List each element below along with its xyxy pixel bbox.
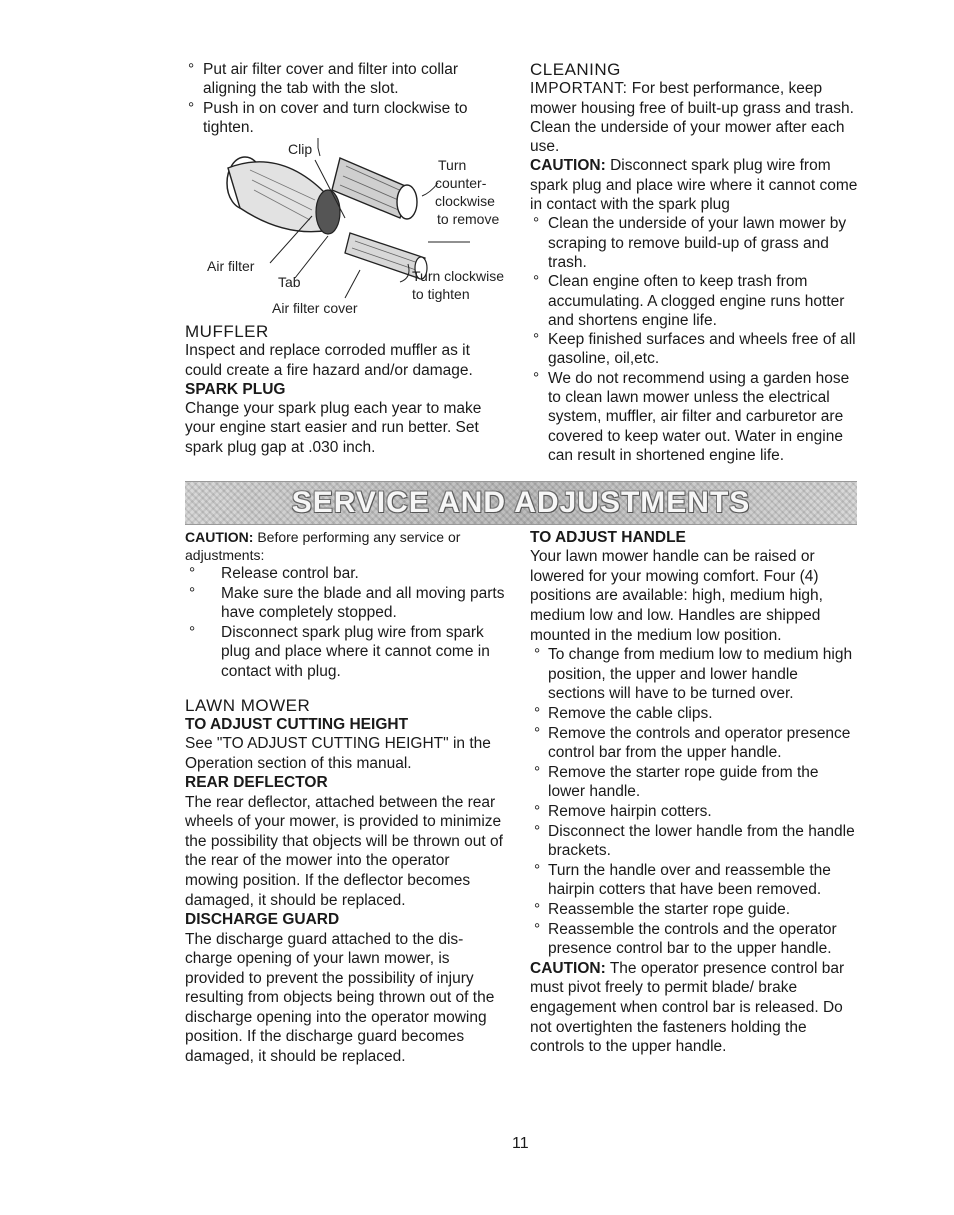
bottom-right-column [530,528,858,1057]
important-text: For best performance, keep mower housing free of built-up grass and trash. Clean the underside of your mower after each use. [530,80,854,156]
air-filter-steps [185,60,500,137]
discharge-guard-text: The discharge guard attached to the dis-charge opening of your lawn mower, is provided to prevent the possibility of injury resulting from objects being thrown out of the discharge opening into the operator mowing position. If the discharge guard becomes damaged, it should be replaced. [185,930,495,1066]
section-banner [185,481,857,525]
list-item: ° Remove the cable clips. [530,704,858,724]
cutting-height-text: See "TO ADJUST CUTTING HEIGHT" in the Operation section of this manual. [185,735,491,772]
list-item: ° We do not recommend using a garden hose to clean lawn mower unless the electrical system, muffler, air filter and carburetor are covered to keep water out. Water in engine can result in shortened engine life. [530,369,858,465]
adjust-handle-steps [530,645,858,959]
important-paragraph [530,79,858,156]
cleaning-list [530,214,858,465]
top-left-column [185,60,500,137]
list-item: ° Disconnect spark plug wire from spark plug and place where it cannot come in contact with plug. [185,623,507,682]
label-to-remove: to remove [437,211,500,227]
rear-deflector-text: The rear deflector, attached between the rear wheels of your mower, is provided to minimize the possibility that objects will be thrown out of the rear of the mower into the operator mowing position. If the deflector becomes damaged, it should be replaced. [185,793,503,909]
spark-plug-heading: SPARK PLUG [185,380,286,398]
top-right-column [530,60,858,465]
muffler-text: Inspect and replace corroded muffler as it could create a fire hazard and/or damage. [185,342,473,379]
bottom-left-column [185,528,507,1067]
list-item: ° Release control bar. [185,564,507,584]
list-item: ° Reassemble the controls and the operator presence control bar to the upper handle. [530,920,858,959]
air-filter-cover-illustration [332,158,427,279]
service-caution-text: Before performing any service or adjustments: [185,529,461,563]
cleaning-heading: CLEANING [530,60,621,79]
label-air-filter: Air filter [207,258,255,274]
list-item: ° Reassemble the starter rope guide. [530,900,858,920]
service-caution-label: CAUTION: [185,529,254,545]
rear-deflector-heading: REAR DEFLECTOR [185,774,328,792]
adjust-handle-intro: Your lawn mower handle can be raised or lowered for your mowing comfort. Four (4) positions are available: high, medium high, medium low and low. Handles are shipped mounted in the medium low position. [530,548,823,644]
list-item: ° Remove hairpin cotters. [530,802,858,822]
muffler-heading: MUFFLER [185,322,269,341]
label-turn-clockwise: Turn clockwise [412,268,505,284]
list-item: ° Make sure the blade and all moving parts have completely stopped. [185,584,507,623]
discharge-guard-heading: DISCHARGE GUARD [185,911,340,929]
list-item: ° Turn the handle over and reassemble the hairpin cotters that have been removed. [530,861,858,900]
handle-caution-text: The operator presence control bar must pivot freely to permit blade/ brake engagement when control bar is released. Do not overtighten the fasteners holding the controls to the upper handle. [530,959,845,1056]
label-turn: Turn [438,157,467,173]
list-item: ° Put air filter cover and filter into collar aligning the tab with the slot. [185,60,500,99]
list-item: ° Clean the underside of your lawn mower by scraping to remove build-up of grass and trash. [530,214,858,272]
handle-caution [530,959,858,1057]
handle-caution-label: CAUTION: [530,959,606,977]
list-item: ° Remove the controls and operator presence control bar from the upper handle. [530,724,858,763]
section-banner-title: SERVICE AND ADJUSTMENTS [291,486,751,519]
label-clockwise: clockwise [435,193,495,209]
list-item: ° Clean engine often to keep trash from accumulating. A clogged engine runs hotter and shortens engine life. [530,272,858,330]
top-left-lower [185,322,485,457]
list-item: ° Keep finished surfaces and wheels free of all gasoline, oil,etc. [530,330,858,369]
caution-label: CAUTION: [530,157,606,175]
list-item: ° Disconnect the lower handle from the handle brackets. [530,822,858,861]
label-tab: Tab [278,274,301,290]
air-filter-illustration [227,157,340,234]
list-item: ° To change from medium low to medium high position, the upper and lower handle sections will have to be turned over. [530,645,858,704]
caution-paragraph [530,156,858,214]
label-counter: counter- [435,175,487,191]
caution-text: Disconnect spark plug wire from spark plug and place wire where it cannot come in contact with the spark plug [530,157,858,214]
air-filter-diagram [200,138,520,318]
cutting-height-heading: TO ADJUST CUTTING HEIGHT [185,715,409,733]
page-number: 11 [512,1135,529,1152]
adjust-handle-heading: TO ADJUST HANDLE [530,529,686,546]
service-precautions-list [185,564,507,682]
list-item: ° Push in on cover and turn clockwise to tighten. [185,99,500,138]
label-clip: Clip [288,141,313,157]
label-air-filter-cover: Air filter cover [272,300,358,316]
lawn-mower-heading: LAWN MOWER [185,695,311,715]
list-item: ° Remove the starter rope guide from the lower handle. [530,763,858,802]
spark-plug-text: Change your spark plug each year to make your engine start easier and run better. Set spark plug gap at .030 inch. [185,400,482,456]
service-caution [185,528,507,564]
important-label: IMPORTANT: [530,80,628,98]
label-to-tighten: to tighten [412,286,470,302]
